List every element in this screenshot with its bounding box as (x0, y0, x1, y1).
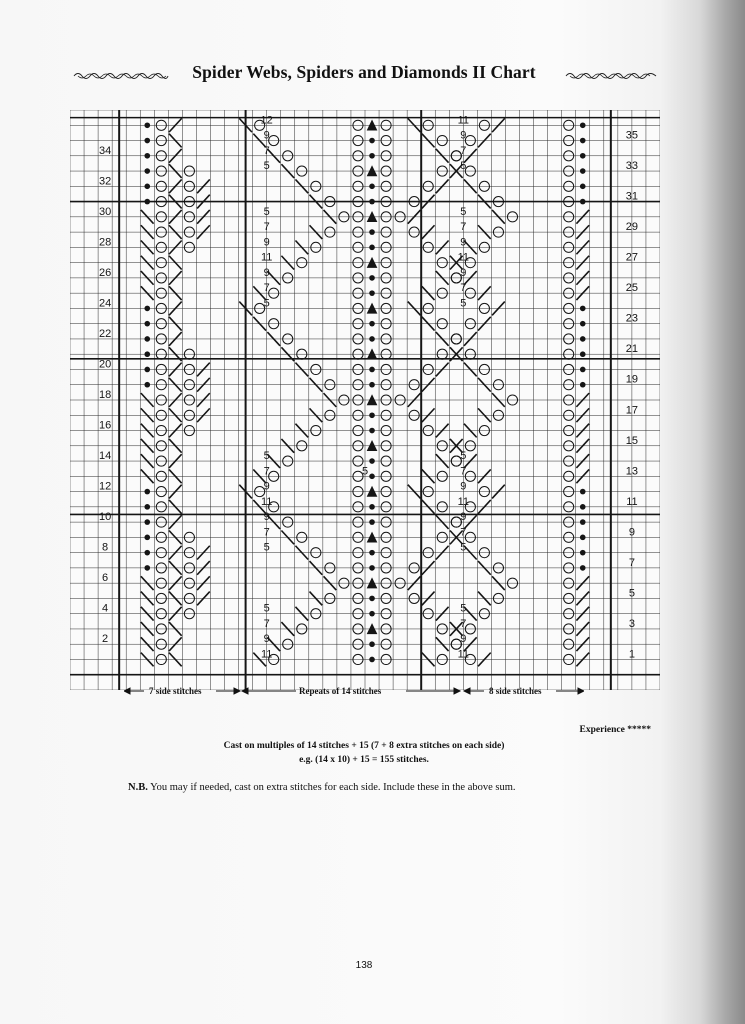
inner-label-right: 5 (460, 205, 467, 218)
row-label-right: 3 (628, 617, 635, 630)
inner-label-left: 7 (263, 465, 270, 478)
nb-note (128, 782, 516, 793)
stitch-bobble (144, 519, 150, 525)
stitch-bobble (580, 382, 586, 388)
inner-label-right: 9 (460, 480, 467, 493)
knitting-chart (70, 110, 660, 690)
page-number: 138 (355, 960, 373, 971)
stitch-bobble (144, 184, 150, 190)
stitch-bobble (144, 336, 150, 342)
stitch-bobble (144, 122, 150, 128)
stitch-bobble (369, 184, 375, 190)
row-label-right: 31 (625, 190, 639, 203)
row-label-right: 1 (628, 648, 635, 661)
title-ornament-right (564, 70, 658, 82)
row-label-right: 21 (625, 343, 639, 356)
inner-label-right: 5 (460, 160, 467, 173)
inner-label-right: 7 (460, 465, 467, 478)
stitch-bobble (369, 657, 375, 663)
stitch-bobble (369, 199, 375, 205)
nb-text: You may if needed, cast on extra stitches for each side. Include these in the above sum. (150, 782, 516, 793)
stitch-bobble (144, 565, 150, 571)
stitch-bobble (369, 550, 375, 556)
stitch-bobble (144, 382, 150, 388)
inner-label-right: 9 (460, 633, 467, 646)
stitch-bobble (369, 641, 375, 647)
stitch-bobble (580, 351, 586, 357)
stitch-bobble (580, 184, 586, 190)
stitch-bobble (144, 489, 150, 495)
inner-label-left: 7 (263, 221, 270, 234)
inner-label-left: 5 (263, 297, 270, 310)
inner-label-right: 7 (460, 282, 467, 295)
inner-label-right: 11 (457, 648, 470, 661)
stitch-bobble (144, 168, 150, 174)
inner-label-right: 11 (457, 495, 470, 508)
inner-label-left: 5 (263, 450, 270, 463)
inner-label-left: 9 (263, 236, 270, 249)
inner-label-right: 7 (460, 221, 467, 234)
inner-label-left: 5 (263, 602, 270, 615)
row-label-left: 12 (98, 480, 112, 493)
stitch-bobble (580, 489, 586, 495)
stitch-bobble (144, 504, 150, 510)
stitch-bobble (369, 565, 375, 571)
stitch-bobble (369, 519, 375, 525)
row-label-left: 4 (102, 602, 109, 615)
stitch-bobble (580, 122, 586, 128)
stitch-bobble (580, 535, 586, 541)
inner-label-left: 9 (263, 266, 270, 279)
stitch-bobble (369, 245, 375, 251)
row-label-right: 29 (625, 221, 639, 234)
page-title: Spider Webs, Spiders and Diamonds II Chart (192, 62, 536, 82)
cast-on-example: e.g. (14 x 10) + 15 = 155 stitches. (299, 755, 429, 765)
stitch-bobble (580, 336, 586, 342)
stitch-bobble (369, 474, 375, 480)
nb-label: N.B. (128, 782, 148, 793)
stitch-bobble (144, 367, 150, 373)
stitch-bobble (144, 138, 150, 144)
row-label-left: 14 (98, 450, 112, 463)
inner-label-left: 9 (263, 633, 270, 646)
row-label-left: 8 (102, 541, 109, 554)
row-label-right: 11 (626, 495, 638, 508)
inner-label-left: 7 (263, 617, 270, 630)
inner-label-left: 9 (263, 129, 270, 142)
stitch-bobble (580, 550, 586, 556)
row-label-right: 19 (625, 373, 639, 386)
stitch-bobble (580, 519, 586, 525)
stitch-bobble (144, 153, 150, 159)
stitch-bobble (369, 596, 375, 602)
stitch-bobble (580, 565, 586, 571)
row-label-right: 5 (628, 587, 635, 600)
stitch-bobble (369, 290, 375, 296)
stitch-bobble (369, 275, 375, 281)
stitch-bobble (369, 229, 375, 235)
inner-label-right: 7 (460, 144, 467, 157)
stitch-bobble (369, 153, 375, 159)
stitch-bobble (580, 321, 586, 327)
stitch-bobble (144, 550, 150, 556)
stitch-bobble (369, 336, 375, 342)
stitch-bobble (369, 428, 375, 434)
inner-label-left: 11 (260, 251, 273, 264)
row-label-right: 13 (625, 465, 639, 478)
inner-label-right: 7 (460, 526, 467, 539)
row-label-left: 18 (98, 389, 112, 401)
caption-repeat: Repeats of 14 stitches (299, 686, 382, 696)
row-label-right: 7 (628, 556, 635, 569)
row-label-right: 35 (625, 129, 639, 142)
row-label-left: 2 (102, 633, 109, 646)
row-label-left: 10 (98, 511, 112, 524)
inner-label-left: 7 (263, 526, 270, 539)
inner-label-right: 5 (460, 602, 467, 615)
row-label-left: 34 (98, 144, 112, 157)
center-label: 5 (361, 465, 369, 478)
row-label-left: 22 (98, 327, 112, 340)
row-label-right: 9 (628, 526, 635, 539)
inner-label-right: 11 (457, 251, 470, 264)
row-label-right: 17 (625, 404, 639, 417)
inner-label-left: 7 (263, 144, 270, 157)
inner-label-left: 9 (263, 511, 270, 524)
stitch-bobble (580, 153, 586, 159)
inner-label-right: 9 (460, 236, 467, 249)
inner-label-right: 9 (460, 129, 467, 142)
row-label-left: 28 (98, 236, 112, 249)
inner-label-right: 5 (460, 297, 467, 310)
row-label-left: 26 (98, 266, 112, 279)
inner-label-left: 7 (263, 282, 270, 295)
stitch-bobble (580, 138, 586, 144)
inner-label-left: 11 (260, 648, 273, 661)
inner-label-right: 5 (460, 541, 467, 554)
cast-on-instruction: Cast on multiples of 14 stitches + 15 (7 + 8 extra stitches on each side) (223, 741, 505, 751)
inner-label-left: 11 (260, 495, 273, 508)
stitch-bobble (369, 504, 375, 510)
inner-label-right: 11 (457, 114, 470, 127)
stitch-bobble (369, 412, 375, 418)
inner-label-right: 9 (460, 266, 467, 279)
row-label-right: 15 (625, 434, 639, 447)
caption-side-right: 8 side stitches (489, 686, 542, 696)
row-label-left: 32 (98, 175, 112, 188)
stitch-bobble (144, 199, 150, 205)
stitch-bobble (369, 367, 375, 373)
caption-side-left: 7 side stitches (149, 686, 202, 696)
inner-label-left: 9 (263, 480, 270, 493)
stitch-bobble (580, 367, 586, 373)
stitch-bobble (144, 321, 150, 327)
row-label-left: 30 (98, 205, 112, 218)
inner-label-left: 5 (263, 160, 270, 173)
inner-label-right: 9 (460, 511, 467, 524)
inner-label-right: 5 (460, 450, 467, 463)
stitch-bobble (580, 199, 586, 205)
row-label-left: 6 (102, 572, 109, 585)
row-label-left: 20 (98, 358, 112, 371)
inner-label-left: 12 (260, 114, 273, 127)
stitch-bobble (369, 458, 375, 464)
inner-label-left: 5 (263, 205, 270, 218)
row-label-right: 23 (625, 312, 639, 325)
row-label-left: 16 (98, 419, 112, 432)
row-label-left: 24 (98, 297, 112, 310)
stitch-bobble (580, 504, 586, 510)
stitch-bobble (369, 138, 375, 144)
inner-label-left: 5 (263, 541, 270, 554)
inner-label-right: 7 (460, 617, 467, 630)
stitch-bobble (369, 611, 375, 617)
experience-rating: Experience ***** (579, 725, 651, 735)
row-label-right: 27 (625, 251, 639, 264)
stitch-bobble (369, 321, 375, 327)
stitch-bobble (144, 306, 150, 312)
stitch-bobble (144, 351, 150, 357)
stitch-bobble (369, 382, 375, 388)
stitch-bobble (144, 535, 150, 541)
stitch-bobble (580, 168, 586, 174)
row-label-right: 25 (625, 282, 639, 295)
stitch-bobble (580, 306, 586, 312)
row-label-right: 33 (625, 160, 639, 173)
